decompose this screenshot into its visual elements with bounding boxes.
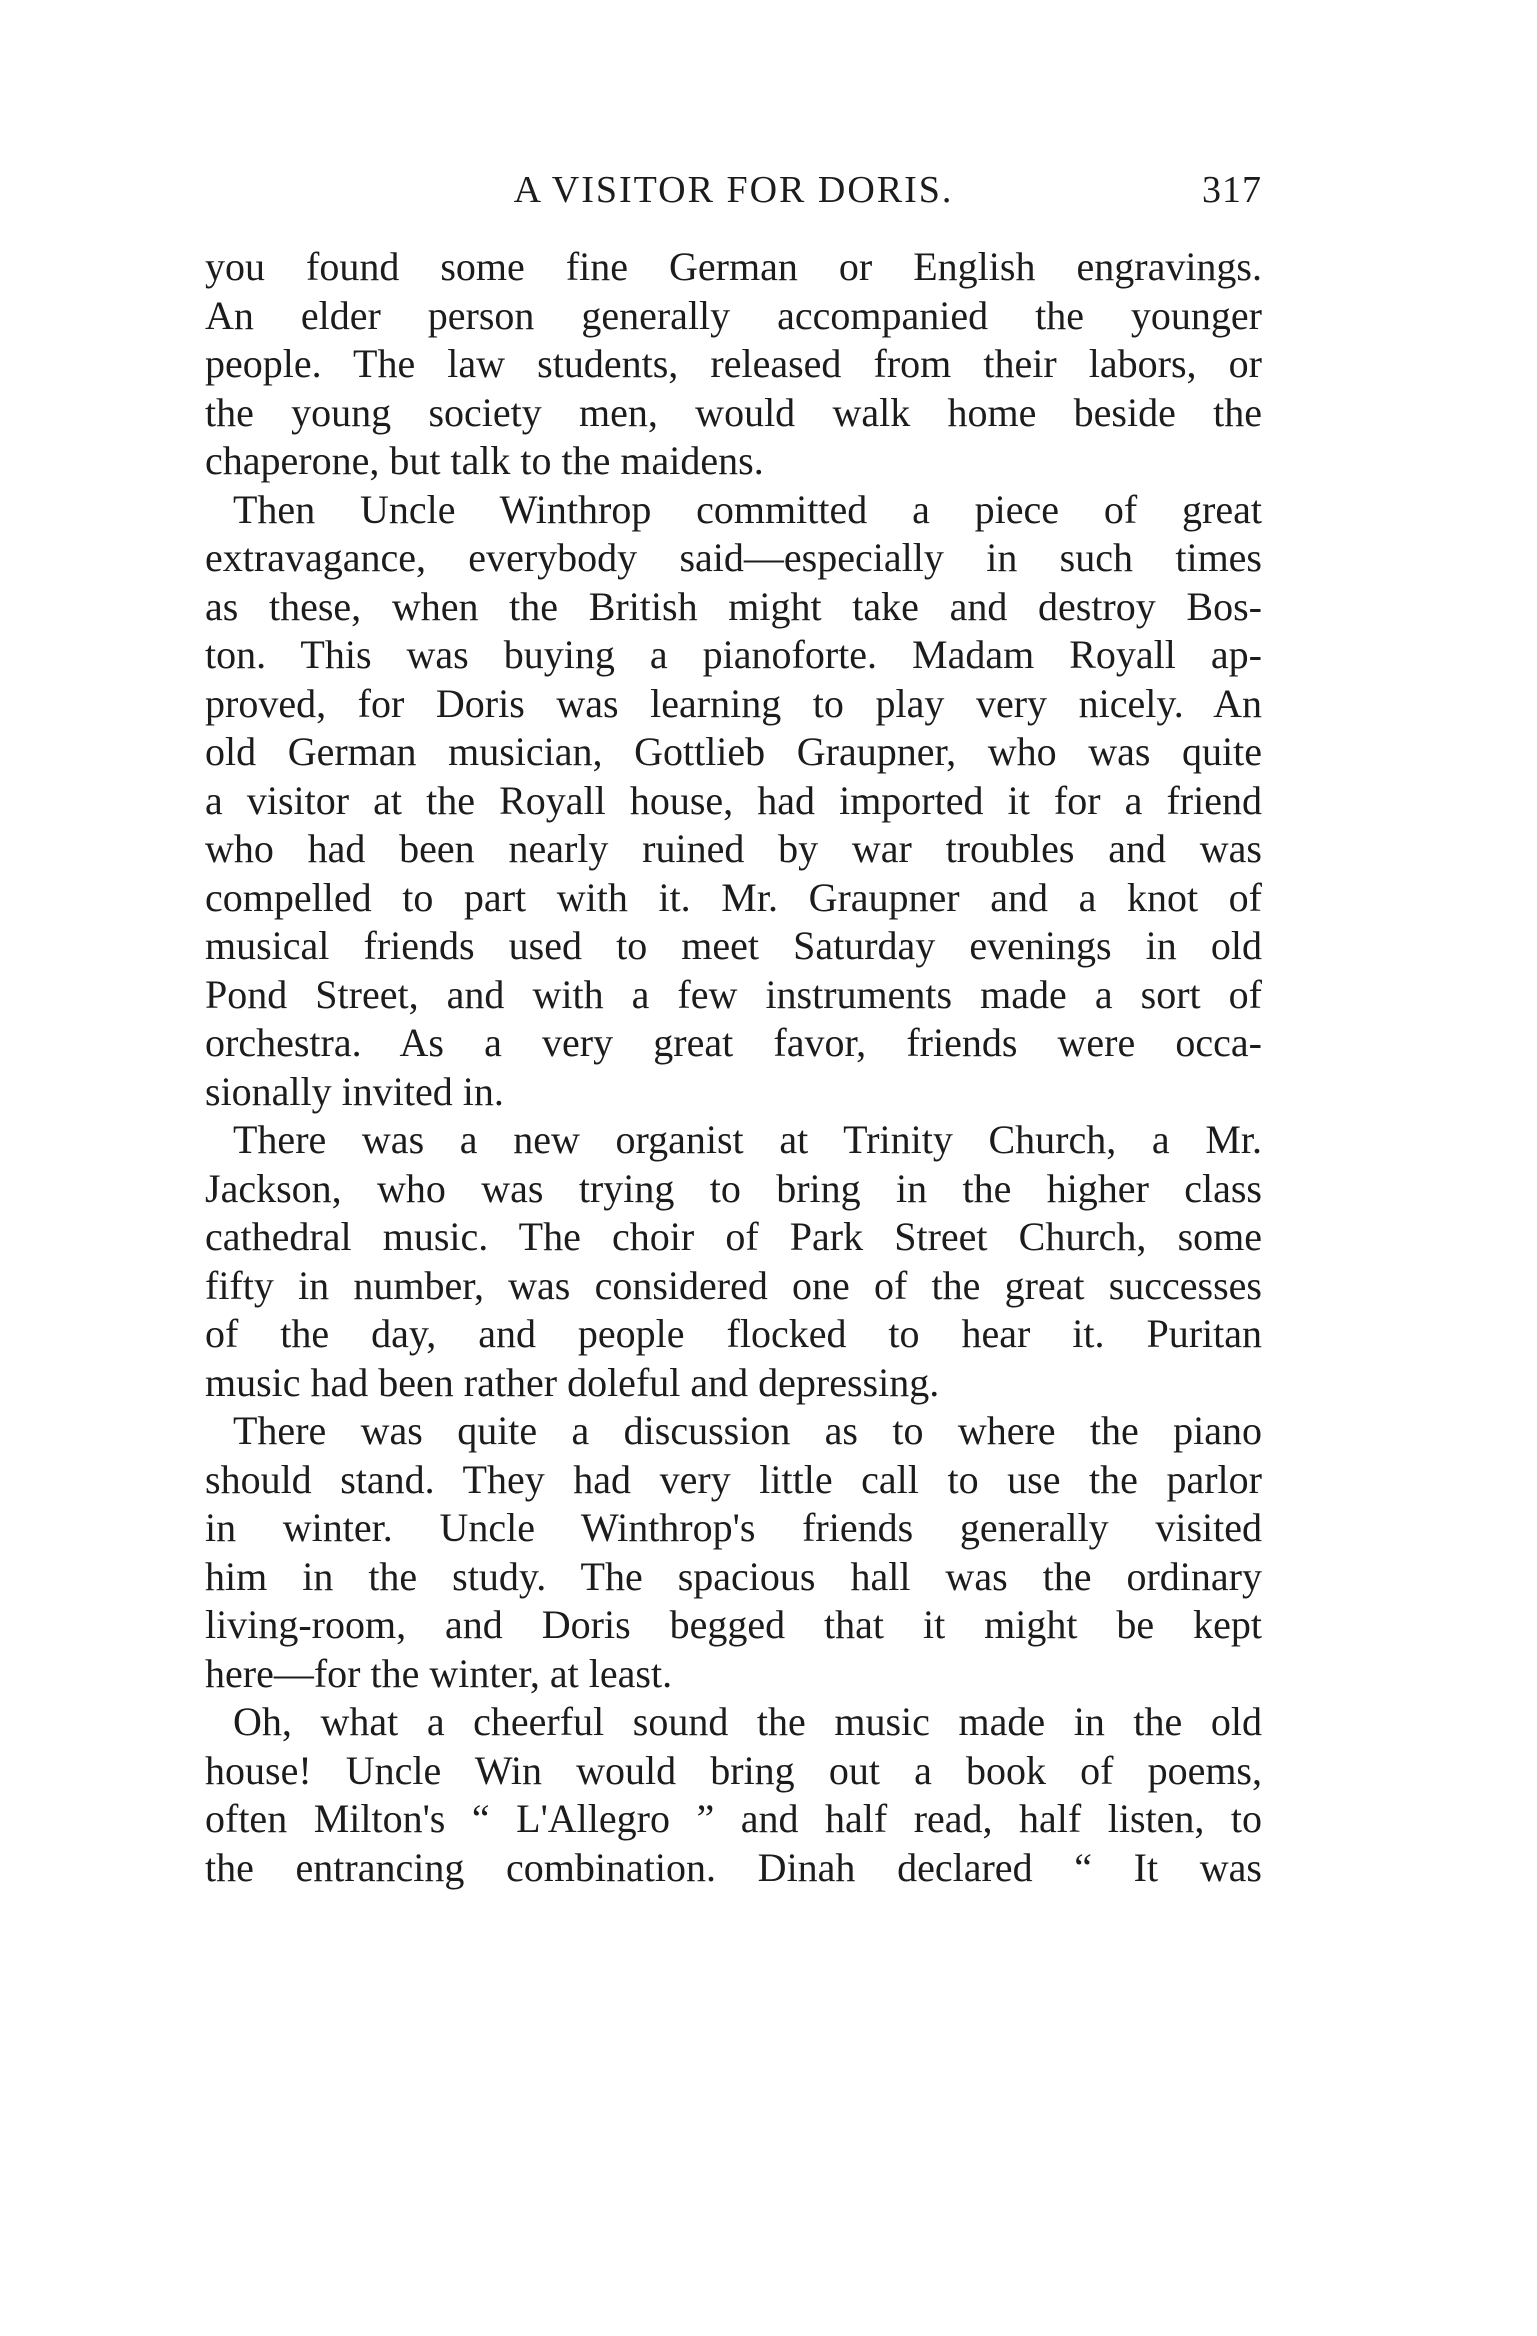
text-line: sionally invited in. — [205, 1068, 504, 1114]
text-line: music had been rather doleful and depressing. — [205, 1359, 940, 1405]
text-line: An elder person generally accompanied the younger — [205, 292, 1262, 338]
text-line: people. The law students, released from their labors, or — [205, 341, 1262, 386]
text-line: cathedral music. The choir of Park Street Church, some — [205, 1214, 1262, 1259]
text-line: should stand. They had very little call to use the parlor — [205, 1456, 1262, 1502]
text-line: living-room, and Doris begged that it might be kept — [205, 1602, 1262, 1647]
text-line: There was quite a discussion as to where the piano — [233, 1408, 1262, 1453]
text-line: you found some fine German or English engravings. — [205, 244, 1262, 289]
text-line: There was a new organist at Trinity Church, a Mr. — [233, 1117, 1262, 1162]
text-line: fifty in number, was considered one of the great successes — [205, 1262, 1262, 1308]
page-number: 317 — [1202, 169, 1262, 211]
text-line: old German musician, Gottlieb Graupner, who was quite — [205, 729, 1262, 774]
text-line: Then Uncle Winthrop committed a piece of great — [233, 486, 1262, 532]
text-line: orchestra. As a very great favor, friends were occa- — [205, 1020, 1262, 1065]
text-line: ton. This was buying a pianoforte. Madam Royall ap- — [205, 632, 1262, 677]
text-line: who had been nearly ruined by war troubles and was — [205, 826, 1262, 871]
text-line: the entrancing combination. Dinah declared “ It was — [205, 1844, 1262, 1890]
text-line: the young society men, would walk home beside the — [205, 389, 1262, 435]
text-line: chaperone, but talk to the maidens. — [205, 438, 764, 483]
text-line: proved, for Doris was learning to play very nicely. An — [205, 680, 1262, 726]
text-line: in winter. Uncle Winthrop's friends generally visited — [205, 1505, 1262, 1550]
running-title: A VISITOR FOR DORIS. — [513, 169, 954, 211]
running-head — [205, 160, 1262, 220]
text-line: him in the study. The spacious hall was the ordinary — [205, 1553, 1262, 1599]
text-line: compelled to part with it. Mr. Graupner and a knot of — [205, 874, 1262, 920]
body-text — [205, 243, 1262, 1892]
text-line: extravagance, everybody said—especially in such times — [205, 535, 1262, 580]
text-line: here—for the winter, at least. — [205, 1650, 673, 1696]
text-line: of the day, and people flocked to hear it. Puritan — [205, 1311, 1262, 1356]
text-line: Pond Street, and with a few instruments made a sort of — [205, 971, 1262, 1017]
text-line: a visitor at the Royall house, had imported it for a friend — [205, 777, 1262, 823]
text-line: Jackson, who was trying to bring in the higher class — [205, 1165, 1262, 1211]
text-line: Oh, what a cheerful sound the music made in the old — [233, 1699, 1262, 1744]
text-line: often Milton's “ L'Allegro ” and half read, half listen, to — [205, 1796, 1262, 1841]
text-line: musical friends used to meet Saturday evenings in old — [205, 923, 1262, 968]
text-line: as these, when the British might take and destroy Bos- — [205, 583, 1262, 629]
text-line: house! Uncle Win would bring out a book of poems, — [205, 1747, 1262, 1793]
